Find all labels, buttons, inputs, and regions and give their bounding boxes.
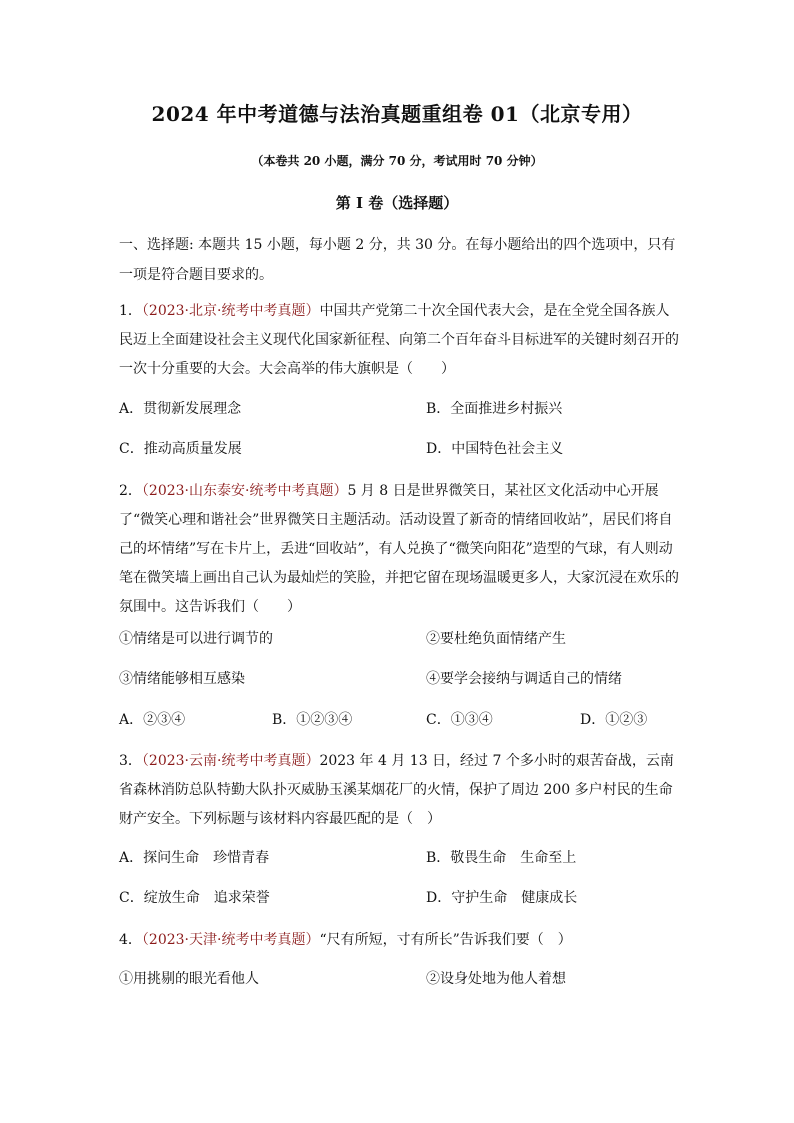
question-1 [119, 297, 679, 384]
option-c: C．①③④ [426, 712, 493, 728]
statement-1: ①情绪是可以进行调节的 [119, 631, 273, 647]
exam-info: （本卷共 20 小题，满分 70 分，考试用时 70 分钟） [251, 154, 543, 168]
option-d: D．中国特色社会主义 [426, 441, 564, 457]
question-stem: 5 月 8 日是世界微笑日，某社区文化活动中心开展了“微笑心理和谐社会”世界微笑日主题活动。活动设置了新奇的情绪回收站”，居民们将自己的坏情绪”写在卡片上，丢进“回收站”，有人兑换了“微笑向阳花”造型的气球，有人则动笔在微笑墙上画出自己认为最灿烂的笑脸，并把它留在现场温暖更多人，大家沉浸在欢乐的氛围中。这告诉我们（ ） [119, 483, 679, 615]
option-b: B．①②③④ [272, 712, 353, 728]
question-4 [119, 926, 679, 955]
question-source: （2023·北京·统考中考真题） [141, 303, 320, 319]
question-stem: “尺有所短，寸有所长”告诉我们要（ ） [319, 932, 572, 948]
question-number: 3． [119, 753, 142, 769]
section-title: 第 I 卷（选择题） [335, 194, 459, 212]
section-instructions: 一、选择题: 本题共 15 小题，每小题 2 分，共 30 分。在每小题给出的四个选项中，只有一项是符合题目要求的。 [119, 237, 676, 283]
option-b: B．全面推进乡村振兴 [426, 401, 563, 417]
option-a: A．②③④ [119, 712, 186, 728]
question-3 [119, 747, 679, 834]
question-source: （2023·天津·统考中考真题） [141, 932, 320, 948]
option-a: A．探问生命 珍惜青春 [119, 850, 270, 866]
page-title: 2024 年中考道德与法治真题重组卷 01（北京专用） [151, 102, 643, 126]
option-c: C．绽放生命 追求荣誉 [119, 890, 270, 906]
question-number: 4． [119, 932, 142, 948]
option-c: C．推动高质量发展 [119, 441, 242, 457]
option-a: A．贯彻新发展理念 [119, 401, 242, 417]
statement-1: ①用挑剔的眼光看他人 [119, 971, 259, 987]
option-d: D．①②③ [580, 712, 648, 728]
question-source: （2023·云南·统考中考真题） [141, 753, 320, 769]
statement-2: ②设身处地为他人着想 [426, 971, 566, 987]
statement-4: ④要学会接纳与调适自己的情绪 [426, 671, 622, 687]
statement-3: ③情绪能够相互感染 [119, 671, 245, 687]
question-stem: 2023 年 4 月 13 日，经过 7 个多小时的艰苦奋战，云南省森林消防总队特勤大队扑灭威胁玉溪某烟花厂的火情，保护了周边 200 多户村民的生命财产安全。下列标题与该材料内容最匹配的是（ ） [119, 753, 674, 827]
question-number: 1． [119, 303, 142, 319]
question-source: （2023·山东泰安·统考中考真题） [141, 483, 348, 499]
option-b: B．敬畏生命 生命至上 [426, 850, 577, 866]
option-d: D．守护生命 健康成长 [426, 890, 578, 906]
question-2 [119, 477, 679, 622]
question-stem: 中国共产党第二十次全国代表大会，是在全党全国各族人民迈上全面建设社会主义现代化国家新征程、向第二个百年奋斗目标进军的关键时刻召开的一次十分重要的大会。大会高举的伟大旗帜是（ ） [119, 303, 679, 377]
statement-2: ②要杜绝负面情绪产生 [426, 631, 566, 647]
question-number: 2． [119, 483, 142, 499]
